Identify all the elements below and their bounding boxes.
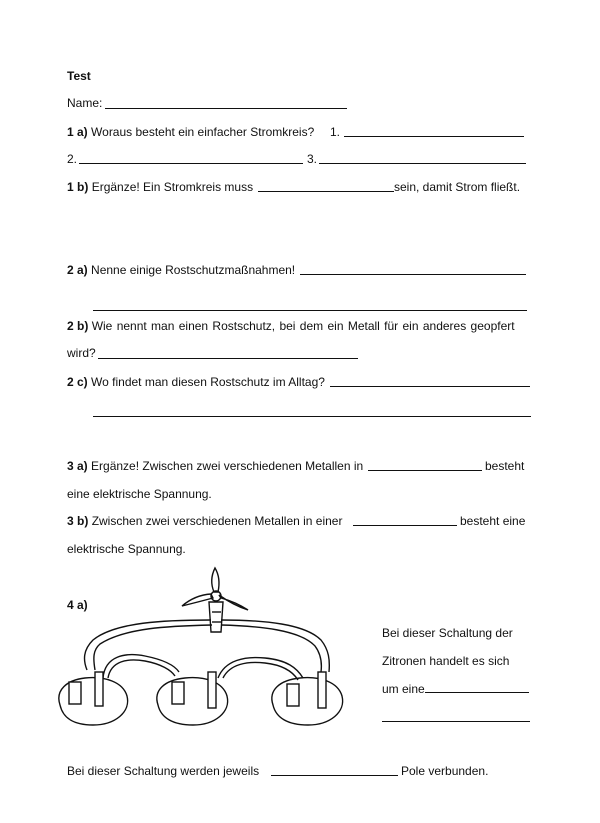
answer-line-2b[interactable] bbox=[98, 358, 358, 359]
answer-line-3a[interactable] bbox=[368, 470, 482, 471]
question-number: 2 b) bbox=[67, 319, 89, 333]
answer-line-1a-2[interactable] bbox=[79, 163, 303, 164]
question-3a-start bbox=[67, 459, 363, 473]
question-1b-start bbox=[67, 180, 253, 194]
question-number: 1 b) bbox=[67, 180, 89, 194]
question-4a-bottom-end: Pole verbunden. bbox=[401, 764, 489, 778]
question-text: Ergänze! Zwischen zwei verschiedenen Metallen in bbox=[91, 459, 364, 473]
question-text: Ergänze! Ein Stromkreis muss bbox=[91, 180, 254, 194]
question-1b-end: sein, damit Strom fließt. bbox=[394, 180, 521, 194]
answer-line-4a-1[interactable] bbox=[425, 692, 529, 693]
question-3b-start bbox=[67, 514, 342, 528]
question-number: 2 c) bbox=[67, 375, 88, 389]
question-number: 2 a) bbox=[67, 263, 88, 277]
question-2b-line2: wird? bbox=[67, 346, 96, 360]
question-4a-side-line3: um eine bbox=[382, 682, 425, 696]
question-4a-number: 4 a) bbox=[67, 598, 88, 612]
answer-line-2a-2[interactable] bbox=[93, 310, 527, 311]
answer-line-1b[interactable] bbox=[258, 191, 394, 192]
question-1a bbox=[67, 125, 314, 139]
name-answer-line[interactable] bbox=[105, 108, 347, 109]
question-number: 3 a) bbox=[67, 459, 88, 473]
answer-line-1a-3[interactable] bbox=[319, 163, 526, 164]
wire-icon bbox=[85, 620, 330, 680]
question-2b bbox=[67, 319, 515, 333]
blank-label-3: 3. bbox=[307, 152, 318, 166]
question-2a bbox=[67, 263, 295, 277]
question-3a-line2: eine elektrische Spannung. bbox=[67, 487, 212, 501]
question-4a-side-line2: Zitronen handelt es sich bbox=[382, 654, 510, 668]
question-3b-line2: elektrische Spannung. bbox=[67, 542, 186, 556]
question-text: Zwischen zwei verschiedenen Metallen in einer bbox=[91, 514, 343, 528]
question-text: Nenne einige Rostschutzmaßnahmen! bbox=[91, 263, 296, 277]
answer-line-3b[interactable] bbox=[353, 525, 457, 526]
question-text: Woraus besteht ein einfacher Stromkreis? bbox=[91, 125, 315, 139]
question-number: 1 a) bbox=[67, 125, 88, 139]
answer-line-1a-1[interactable] bbox=[344, 136, 524, 137]
question-4a-bottom-start: Bei dieser Schaltung werden jeweils bbox=[67, 764, 260, 778]
test-title: Test bbox=[67, 69, 91, 83]
lemon-circuit-figure bbox=[55, 560, 355, 750]
question-3a-end: besteht bbox=[485, 459, 525, 473]
answer-line-4a-2[interactable] bbox=[382, 721, 530, 722]
blank-label-1: 1. bbox=[330, 125, 341, 139]
name-label: Name: bbox=[67, 96, 103, 110]
question-text: Wie nennt man einen Rostschutz, bei dem ein Metall für ein anderes geopfert bbox=[91, 319, 515, 333]
answer-line-2c-2[interactable] bbox=[93, 416, 531, 417]
question-4a-side-line1: Bei dieser Schaltung der bbox=[382, 626, 513, 640]
question-2c bbox=[67, 375, 325, 389]
answer-line-2a-1[interactable] bbox=[300, 274, 526, 275]
blank-label-2: 2. bbox=[67, 152, 78, 166]
question-number: 3 b) bbox=[67, 514, 89, 528]
lemon-cell-icon bbox=[59, 672, 343, 725]
propeller-motor-icon bbox=[182, 568, 248, 632]
answer-line-4a-3[interactable] bbox=[271, 775, 398, 776]
question-3b-end: besteht eine bbox=[460, 514, 526, 528]
question-text: Wo findet man diesen Rostschutz im Alltag? bbox=[91, 375, 325, 389]
answer-line-2c-1[interactable] bbox=[330, 386, 530, 387]
